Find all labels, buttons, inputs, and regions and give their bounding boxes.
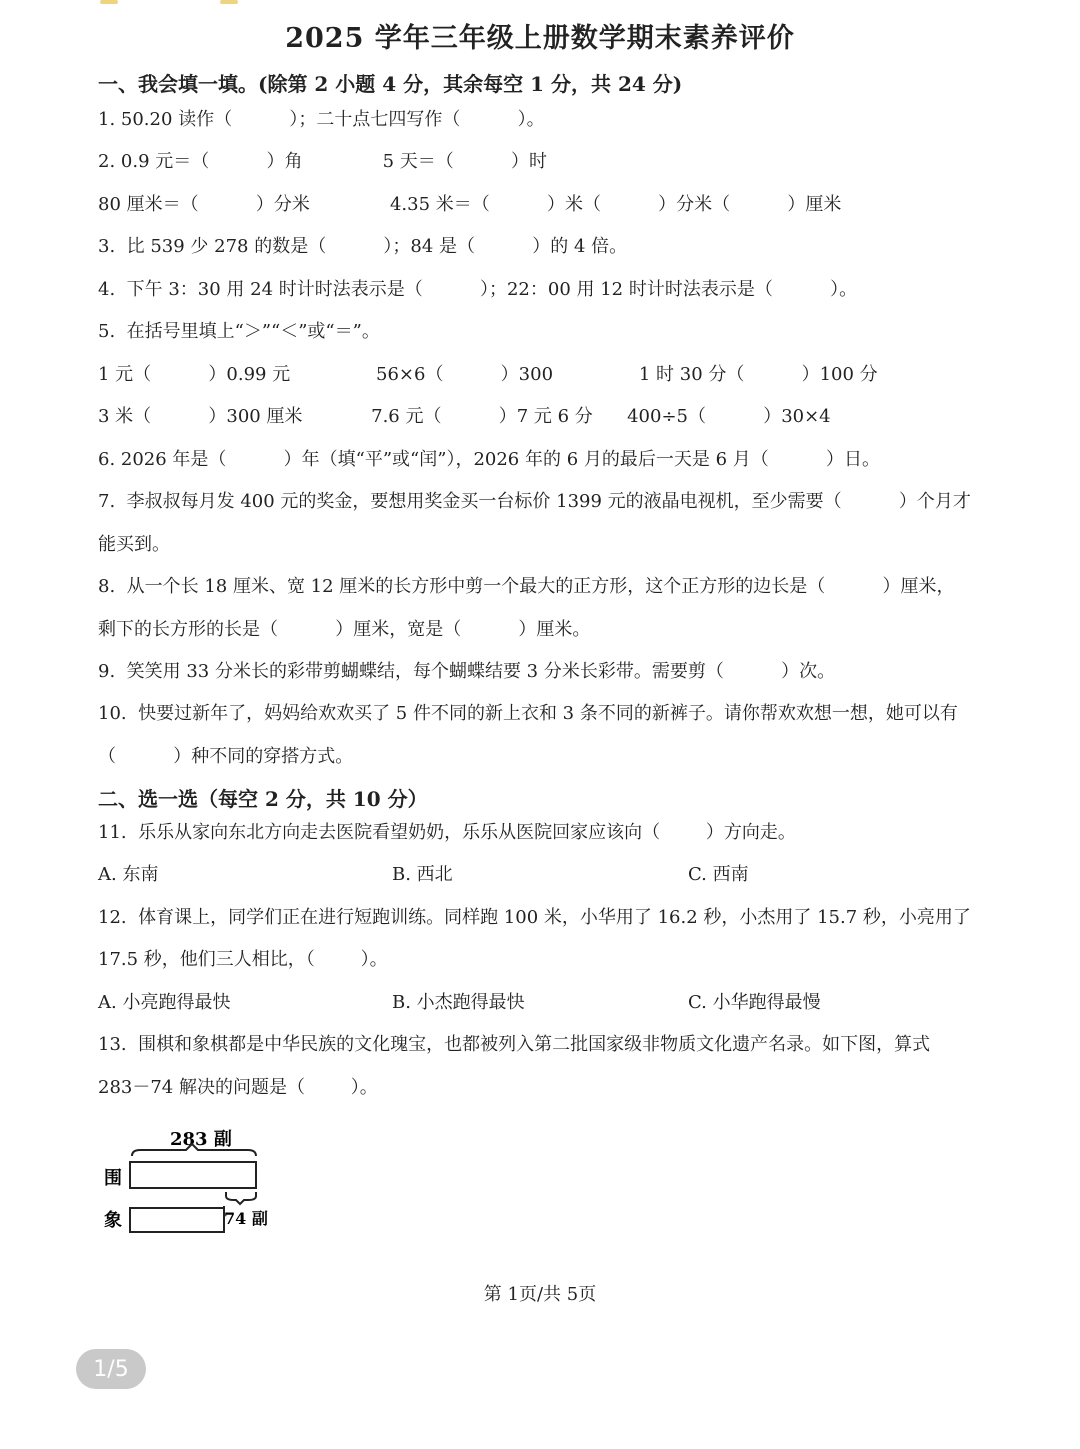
question-13-stem-line-1: 13. 围棋和象棋都是中华民族的文化瑰宝，也都被列入第二批国家级非物质文化遗产名录。如下图，算式 <box>98 1034 931 1055</box>
question-1: 1. 50.20 读作（ ）；二十点七四写作（ ）。 <box>98 109 545 130</box>
question-10-line-2: （ ）种不同的穿搭方式。 <box>98 746 354 767</box>
question-8-line-1: 8. 从一个长 18 厘米、宽 12 厘米的长方形中剪一个最大的正方形，这个正方形的边长是（ ）厘米， <box>98 576 955 597</box>
diagram-row2-label: 象 <box>104 1210 122 1231</box>
diagram-total-label: 283 副 <box>170 1129 232 1150</box>
bar-diagram <box>100 1120 300 1240</box>
question-5-row-2: 3 米（ ）300 厘米 7.6 元（ ）7 元 6 分 400÷5（ ）30×4 <box>98 406 831 427</box>
question-11-stem: 11. 乐乐从家向东北方向走去医院看望奶奶，乐乐从医院回家应该向（ ）方向走。 <box>98 822 796 843</box>
diagram-bar-xiangqi <box>130 1208 224 1232</box>
section-1-heading: 一、我会填一填。(除第 2 小题 4 分，其余每空 1 分，共 24 分) <box>98 72 683 96</box>
question-9: 9. 笑笑用 33 分米长的彩带剪蝴蝶结，每个蝴蝶结要 3 分米长彩带。需要剪（ ）次。 <box>98 661 836 682</box>
question-12-option-c: C. 小华跑得最慢 <box>688 992 821 1013</box>
question-13-stem-line-2: 283－74 解决的问题是（ ）。 <box>98 1077 378 1098</box>
question-11-option-b: B. 西北 <box>392 864 453 885</box>
question-5-row-1: 1 元（ ）0.99 元 56×6（ ）300 1 时 30 分（ ）100 分 <box>98 364 878 385</box>
page-footer: 第 1页/共 5页 <box>483 1284 597 1305</box>
question-4: 4. 下午 3：30 用 24 时计时法表示是（ ）；22：00 用 12 时计时法表示是（ ）。 <box>98 279 858 300</box>
question-12-option-a: A. 小亮跑得最快 <box>98 992 231 1013</box>
question-2-line-1: 2. 0.9 元＝（ ）角 5 天＝（ ）时 <box>98 151 547 172</box>
question-12-option-b: B. 小杰跑得最快 <box>392 992 525 1013</box>
question-5-stem: 5. 在括号里填上“＞”“＜”或“＝”。 <box>98 321 380 342</box>
question-11-option-c: C. 西南 <box>688 864 749 885</box>
diagram-bar-weiqi <box>130 1162 256 1188</box>
diagram-diff-label: 74 副 <box>224 1209 268 1228</box>
page-indicator[interactable]: 1/5 <box>76 1349 146 1389</box>
question-6: 6. 2026 年是（ ）年（填“平”或“闰”），2026 年的 6 月的最后一天是 6 月（ ）日。 <box>98 449 880 470</box>
diagram-row1-label: 围 <box>104 1168 122 1189</box>
question-3: 3. 比 539 少 278 的数是（ ）；84 是（ ）的 4 倍。 <box>98 236 628 257</box>
question-12-stem-line-1: 12. 体育课上，同学们正在进行短跑训练。同样跑 100 米，小华用了 16.2 秒，小杰用了 15.7 秒，小亮用了 <box>98 907 971 928</box>
question-10-line-1: 10. 快要过新年了，妈妈给欢欢买了 5 件不同的新上衣和 3 条不同的新裤子。请你帮欢欢想一想，她可以有 <box>98 703 958 724</box>
question-7-line-1: 7. 李叔叔每月发 400 元的奖金，要想用奖金买一台标价 1399 元的液晶电视机，至少需要（ ）个月才 <box>98 491 971 512</box>
question-7-line-2: 能买到。 <box>98 534 170 555</box>
diagram-brace <box>132 1144 256 1156</box>
question-2-line-2: 80 厘米＝（ ）分米 4.35 米＝（ ）米（ ）分米（ ）厘米 <box>98 194 842 215</box>
section-2-heading: 二、选一选（每空 2 分，共 10 分） <box>98 787 428 811</box>
question-8-line-2: 剩下的长方形的长是（ ）厘米，宽是（ ）厘米。 <box>98 619 591 640</box>
top-edge-marks <box>100 0 300 6</box>
exam-title: 2025 学年三年级上册数学期末素养评价 <box>285 23 795 54</box>
diagram-diff-brace <box>226 1192 256 1204</box>
question-11-option-a: A. 东南 <box>98 864 159 885</box>
question-12-stem-line-2: 17.5 秒，他们三人相比，（ ）。 <box>98 949 388 970</box>
